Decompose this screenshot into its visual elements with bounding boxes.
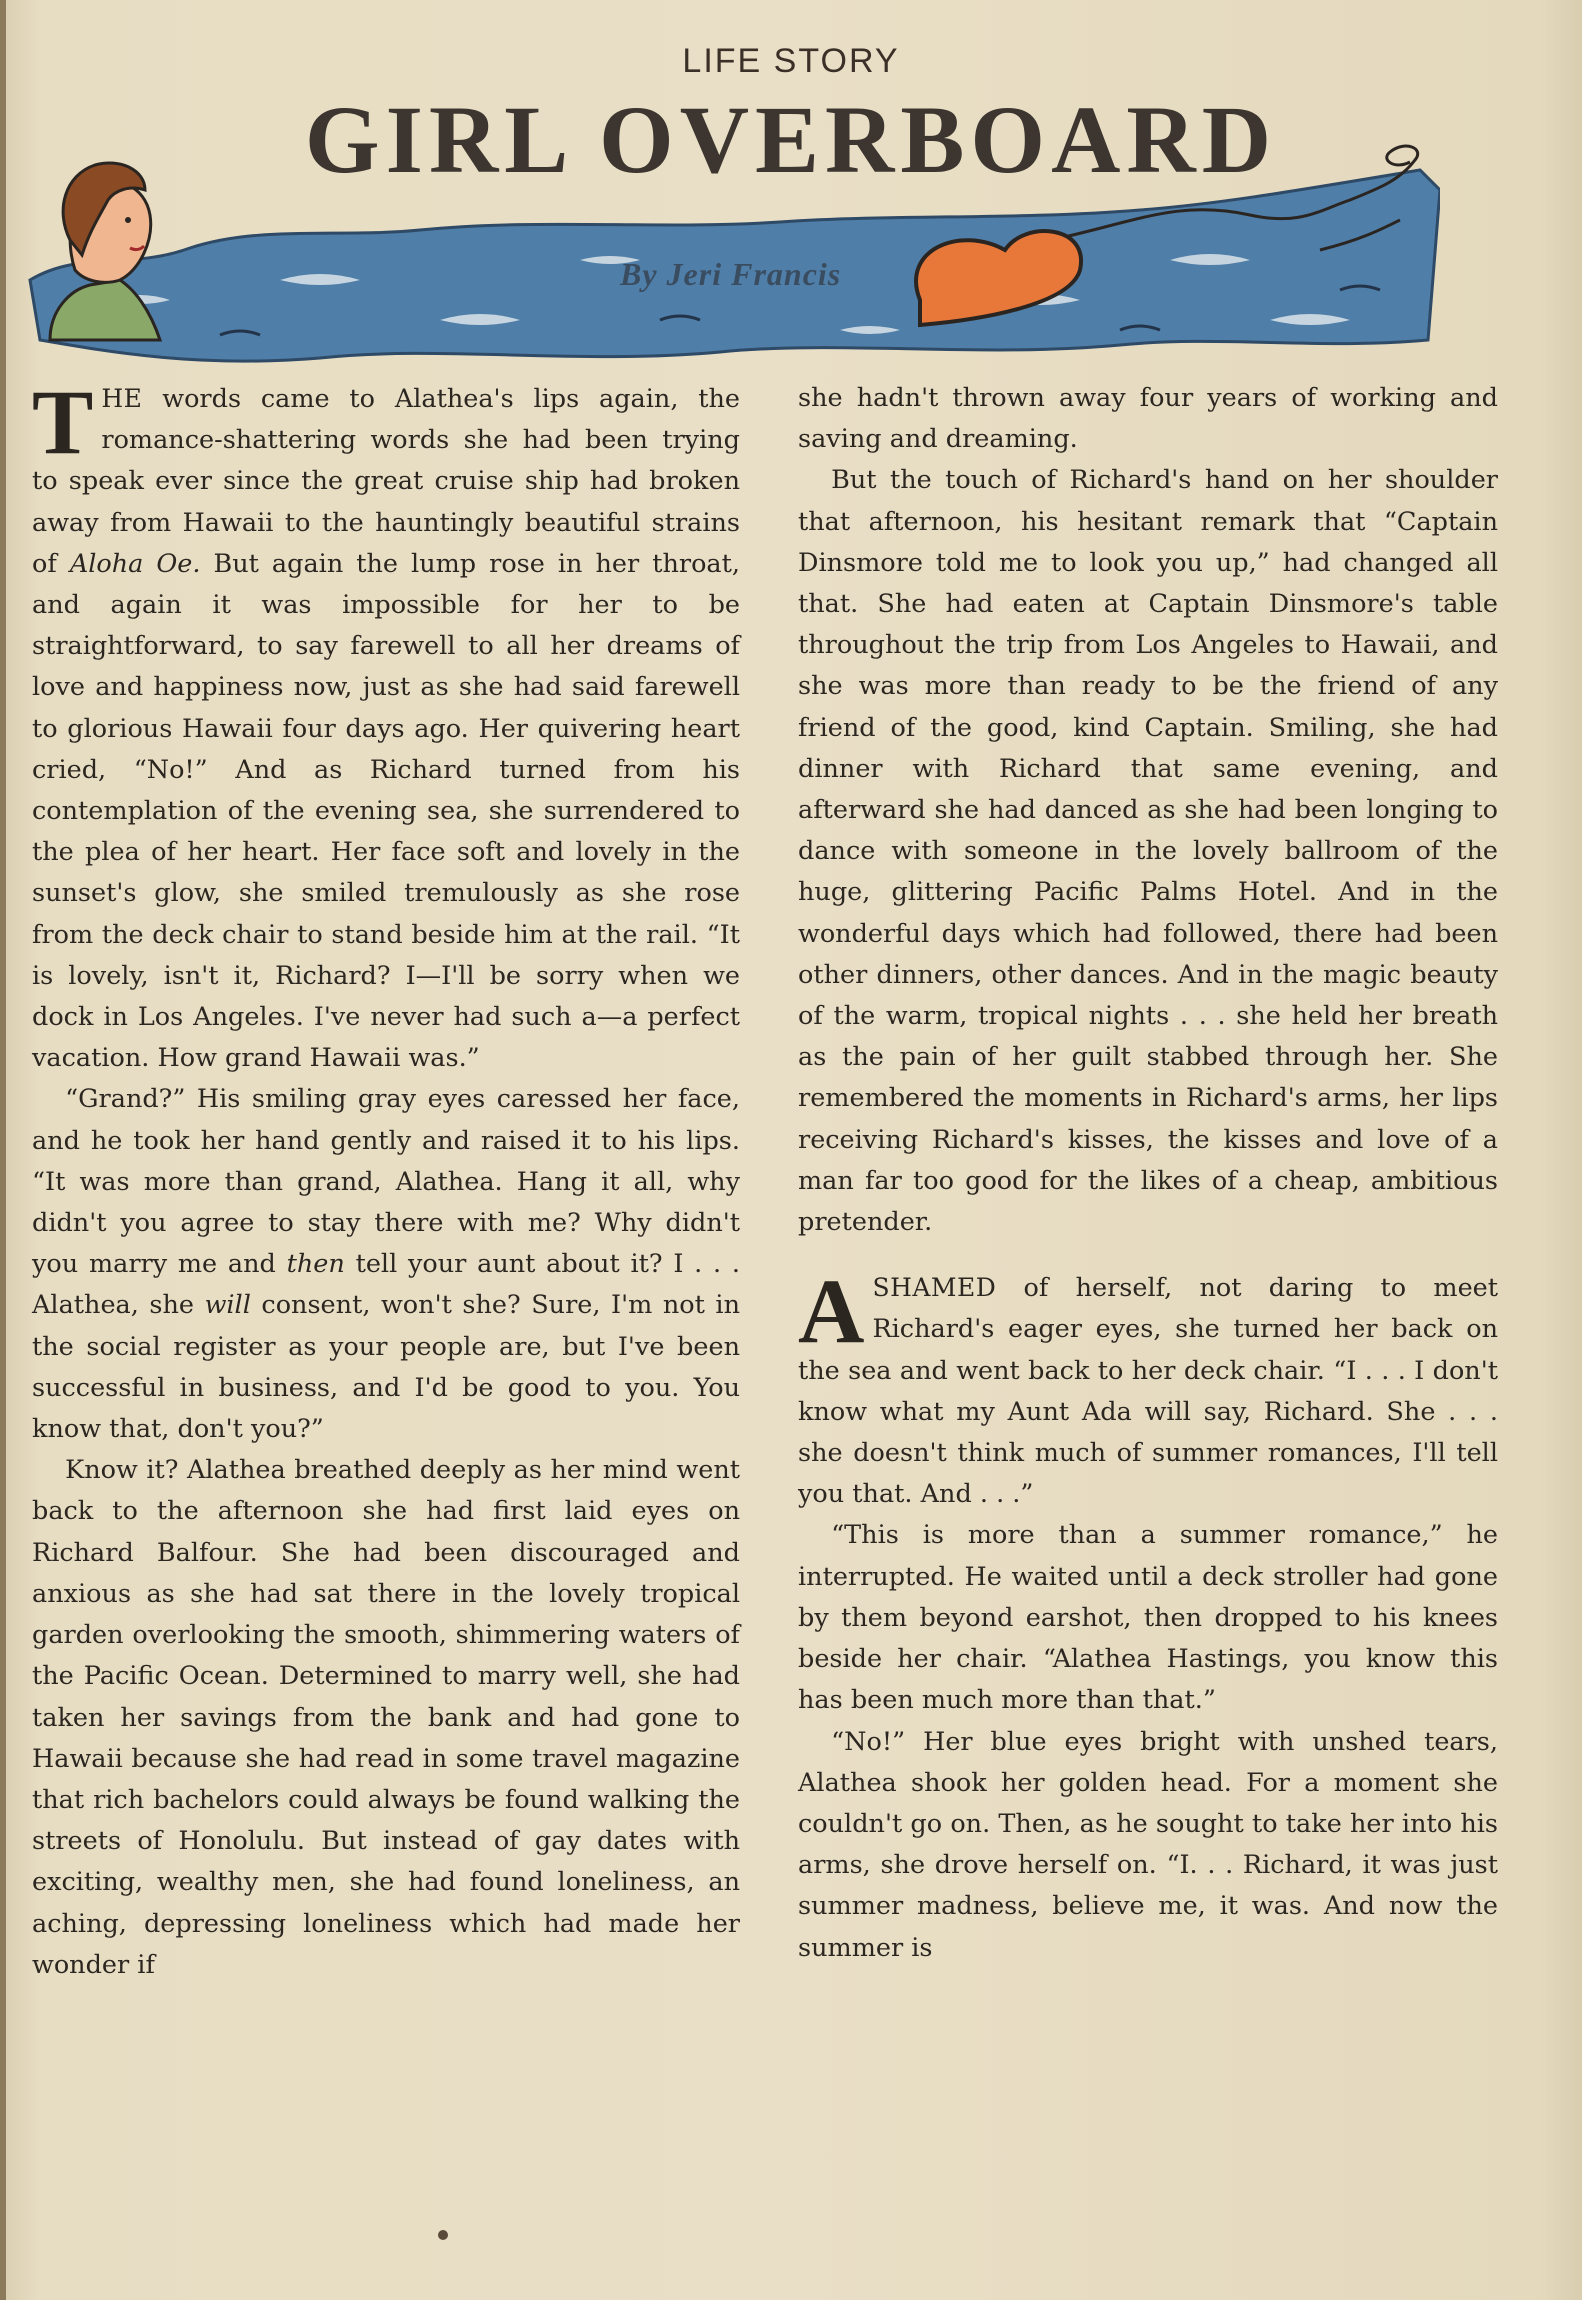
story-title: GIRL OVERBOARD [304, 86, 1278, 193]
paragraph: Know it? Alathea breathed deeply as her mind went back to the afternoon she had first laid eyes on Richard Balfour. She had been discouraged and anxious as she had sat there in the lovely tropical garden overlooking the smooth, shimmering waters of the Pacific Ocean. Determined to marry well, she had taken her savings from the bank and had gone to Hawaii because she had read in some travel magazine that rich bachelors could always be found walking the streets of Honolulu. But instead of gay dates with exciting, wealthy men, she had found loneliness, an aching, depressing loneliness which had made her wonder if [32, 1455, 740, 1980]
paragraph: she hadn't thrown away four years of working and saving and dreaming. [798, 383, 1498, 455]
woman-portrait-icon [50, 163, 160, 340]
paragraph: “This is more than a summer romance,” he interrupted. He waited until a deck stroller had gone by them beyond earshot, then dropped to his knees beside her chair. “Alathea Hastings, you know this has been much more than that.” [798, 1520, 1498, 1716]
drop-cap: T [32, 371, 94, 473]
text-column-right [798, 378, 1498, 1969]
text-column-left [32, 371, 741, 1986]
story-kicker: LIFE STORY [682, 42, 900, 80]
paragraph: “Grand?” His smiling gray eyes caressed her face, and he took her hand gently and raised it to his lips. “It was more than grand, Alathea. Hang it all, why didn't you agree to stay there with me? Why didn't you marry me and then tell your aunt about it? I . . . Alathea, she will consent, won't she? Sure, I'm not in the social register as your people are, but I've been successful in business, and I'd be good to you. You know that, don't you?” [32, 1084, 741, 1445]
song-title: Aloha Oe. [69, 548, 201, 579]
paragraph: ASHAMED of herself, not daring to meet Richard's eager eyes, she turned her back on the sea and went back to her deck chair. “I . . . I don't know what my Aunt Ada will say, Richard. She . . . she doesn't think much of summer romances, I'll tell you that. And . . .” [798, 1260, 1498, 1510]
drop-cap: A [798, 1260, 865, 1363]
paragraph: “No!” Her blue eyes bright with unshed tears, Alathea shook her golden head. For a moment she couldn't go on. Then, as he sought to take her into his arms, she drove herself on. “I. . . Richard, it was just summer madness, believe me, it was. And now the summer is [798, 1726, 1498, 1963]
ink-speck [438, 2230, 448, 2240]
paragraph: But the touch of Richard's hand on her shoulder that afternoon, his hesitant remark that “Captain Dinsmore told me to look you up,” had changed all that. She had eaten at Captain Dinsmore's table throughout the trip from Los Angeles to Hawaii, and she was more than ready to be the friend of any friend of the good, kind Captain. Smiling, she had dinner with Richard that same evening, and afterward she had danced as she had been longing to dance with someone in the lovely ballroom of the huge, glittering Pacific Palms Hotel. And in the wonderful days which had followed, there had been other dinners, other dances. And in the magic beauty of the warm, tropical nights . . . she held her breath as the pain of her guilt stabbed through her. She remembered the moments in Richard's arms, her lips receiving Richard's kisses, the kisses and love of a man far too good for the likes of a cheap, ambitious pretender. [798, 465, 1498, 1238]
byline: By Jeri Francis [620, 256, 842, 292]
page-spine-edge [0, 0, 6, 2300]
paragraph: THE words came to Alathea's lips again, the romance-shattering words she had been trying to speak ever since the great cruise ship had broken away from Hawaii to the hauntingly beautiful strains of Aloha Oe. But again the lump rose in her throat, and again it was impossible for her to be straightforward, to say farewell to all her dreams of love and happiness now, just as she had said farewell to glorious Hawaii four days ago. Her quivering heart cried, “No!” And as Richard turned from his contemplation of the evening sea, she surrendered to the plea of her heart. Her face soft and lovely in the sunset's glow, she smiled tremulously as she rose from the deck chair to stand beside him at the rail. “It is lovely, isn't it, Richard? I—I'll be sorry when we dock in Los Angeles. I've never had such a—a perfect vacation. How grand Hawaii was.” [32, 371, 740, 1074]
